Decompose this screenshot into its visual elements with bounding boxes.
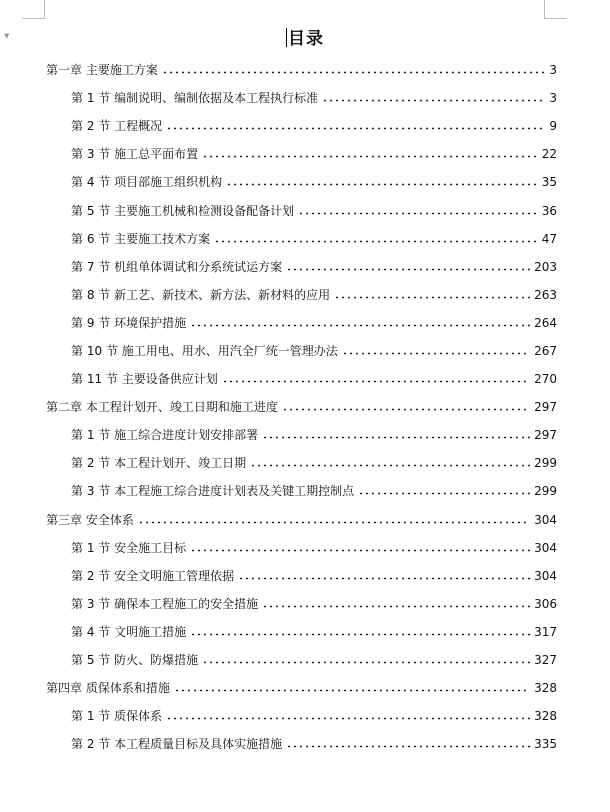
toc-chapter-entry[interactable] (46, 56, 557, 84)
table-of-contents (46, 56, 557, 758)
toc-section-entry[interactable] (46, 168, 557, 196)
toc-dot-leader (190, 633, 530, 636)
toc-section-entry[interactable] (46, 337, 557, 365)
toc-entry-label: 第 3 节 确保本工程施工的安全措施 (71, 596, 259, 611)
toc-page-number: 47 (541, 231, 557, 246)
toc-page-number: 328 (534, 709, 557, 724)
toc-dot-leader (282, 408, 530, 411)
toc-page-number: 36 (541, 203, 557, 218)
toc-page-number: 270 (534, 372, 557, 387)
toc-dot-leader (166, 127, 545, 130)
toc-dot-leader (222, 380, 530, 383)
toc-dot-leader (162, 71, 546, 74)
toc-dot-leader (262, 436, 530, 439)
toc-entry-label: 第 8 节 新工艺、新技术、新方法、新材料的应用 (71, 287, 331, 302)
collapse-triangle-icon[interactable]: ▼ (4, 32, 10, 40)
toc-section-entry[interactable] (46, 421, 557, 449)
toc-dot-leader (190, 549, 530, 552)
toc-dot-leader (334, 296, 530, 299)
toc-page-number: 203 (534, 259, 557, 274)
toc-page-number: 299 (534, 484, 557, 499)
toc-section-entry[interactable] (46, 140, 557, 168)
toc-page-number: 22 (541, 147, 557, 162)
toc-section-entry[interactable] (46, 225, 557, 253)
toc-title (0, 24, 610, 49)
toc-page-number: 299 (534, 456, 557, 471)
toc-page-number: 3 (549, 91, 557, 106)
toc-dot-leader (202, 155, 538, 158)
toc-section-entry[interactable] (46, 84, 557, 112)
toc-section-entry[interactable] (46, 618, 557, 646)
toc-section-entry[interactable] (46, 702, 557, 730)
toc-section-entry[interactable] (46, 730, 557, 758)
toc-dot-leader (250, 464, 530, 467)
toc-section-entry[interactable] (46, 449, 557, 477)
toc-dot-leader (202, 661, 530, 664)
toc-page-number: 304 (534, 568, 557, 583)
toc-page-number: 267 (534, 343, 557, 358)
toc-page-number: 304 (534, 540, 557, 555)
toc-page-number: 3 (549, 63, 557, 78)
toc-page-number: 35 (541, 175, 557, 190)
toc-dot-leader (190, 324, 530, 327)
toc-dot-leader (322, 99, 545, 102)
toc-section-entry[interactable] (46, 590, 557, 618)
toc-dot-leader (226, 183, 538, 186)
toc-section-entry[interactable] (46, 112, 557, 140)
toc-section-entry[interactable] (46, 646, 557, 674)
toc-dot-leader (214, 240, 538, 243)
toc-section-entry[interactable] (46, 253, 557, 281)
toc-entry-label: 第 1 节 质保体系 (71, 709, 163, 724)
text-cursor (286, 28, 287, 47)
toc-dot-leader (358, 492, 530, 495)
toc-dot-leader (298, 212, 538, 215)
toc-dot-leader (238, 577, 530, 580)
crop-mark-top-left (22, 0, 45, 19)
toc-entry-label: 第 3 节 施工总平面布置 (71, 147, 199, 162)
toc-entry-label: 第 3 节 本工程施工综合进度计划表及关键工期控制点 (71, 484, 355, 499)
toc-entry-label: 第 11 节 主要设备供应计划 (71, 372, 218, 387)
toc-entry-label: 第 9 节 环境保护措施 (71, 315, 187, 330)
toc-title-text: 目录 (288, 29, 324, 49)
toc-page-number: 328 (534, 681, 557, 696)
toc-dot-leader (342, 352, 530, 355)
toc-dot-leader (286, 268, 530, 271)
toc-page-number: 317 (534, 624, 557, 639)
toc-entry-label: 第 2 节 本工程质量目标及具体实施措施 (71, 737, 283, 752)
toc-page-number: 297 (534, 400, 557, 415)
toc-dot-leader (262, 605, 530, 608)
toc-section-entry[interactable] (46, 309, 557, 337)
toc-page-number: 263 (534, 287, 557, 302)
toc-page-number: 264 (534, 315, 557, 330)
toc-entry-label: 第二章 本工程计划开、竣工日期和施工进度 (46, 400, 278, 415)
toc-section-entry[interactable] (46, 196, 557, 224)
toc-page-number: 327 (534, 653, 557, 668)
toc-entry-label: 第一章 主要施工方案 (46, 63, 158, 78)
crop-mark-top-right (544, 0, 567, 19)
toc-dot-leader (166, 717, 530, 720)
toc-entry-label: 第 2 节 本工程计划开、竣工日期 (71, 456, 247, 471)
toc-page-number: 297 (534, 428, 557, 443)
toc-entry-label: 第 1 节 安全施工目标 (71, 540, 187, 555)
toc-dot-leader (286, 745, 530, 748)
toc-section-entry[interactable] (46, 365, 557, 393)
toc-entry-label: 第 10 节 施工用电、用水、用汽全厂统一管理办法 (71, 343, 338, 358)
toc-section-entry[interactable] (46, 281, 557, 309)
toc-page-number: 306 (534, 596, 557, 611)
toc-page-number: 335 (534, 737, 557, 752)
toc-entry-label: 第 4 节 项目部施工组织机构 (71, 175, 223, 190)
toc-entry-label: 第 6 节 主要施工技术方案 (71, 231, 211, 246)
toc-page-number: 304 (534, 512, 557, 527)
toc-chapter-entry[interactable] (46, 506, 557, 534)
toc-entry-label: 第四章 质保体系和措施 (46, 681, 170, 696)
toc-dot-leader (174, 689, 530, 692)
toc-entry-label: 第 2 节 安全文明施工管理依据 (71, 568, 235, 583)
toc-section-entry[interactable] (46, 562, 557, 590)
toc-entry-label: 第三章 安全体系 (46, 512, 134, 527)
toc-section-entry[interactable] (46, 534, 557, 562)
toc-entry-label: 第 4 节 文明施工措施 (71, 624, 187, 639)
toc-entry-label: 第 2 节 工程概况 (71, 119, 163, 134)
toc-dot-leader (138, 521, 530, 524)
toc-entry-label: 第 5 节 主要施工机械和检测设备配备计划 (71, 203, 295, 218)
toc-entry-label: 第 1 节 编制说明、编制依据及本工程执行标准 (71, 91, 319, 106)
toc-chapter-entry[interactable] (46, 393, 557, 421)
toc-entry-label: 第 7 节 机组单体调试和分系统试运方案 (71, 259, 283, 274)
toc-page-number: 9 (549, 119, 557, 134)
toc-entry-label: 第 5 节 防火、防爆措施 (71, 653, 199, 668)
toc-entry-label: 第 1 节 施工综合进度计划安排部署 (71, 428, 259, 443)
toc-section-entry[interactable] (46, 477, 557, 505)
toc-chapter-entry[interactable] (46, 674, 557, 702)
